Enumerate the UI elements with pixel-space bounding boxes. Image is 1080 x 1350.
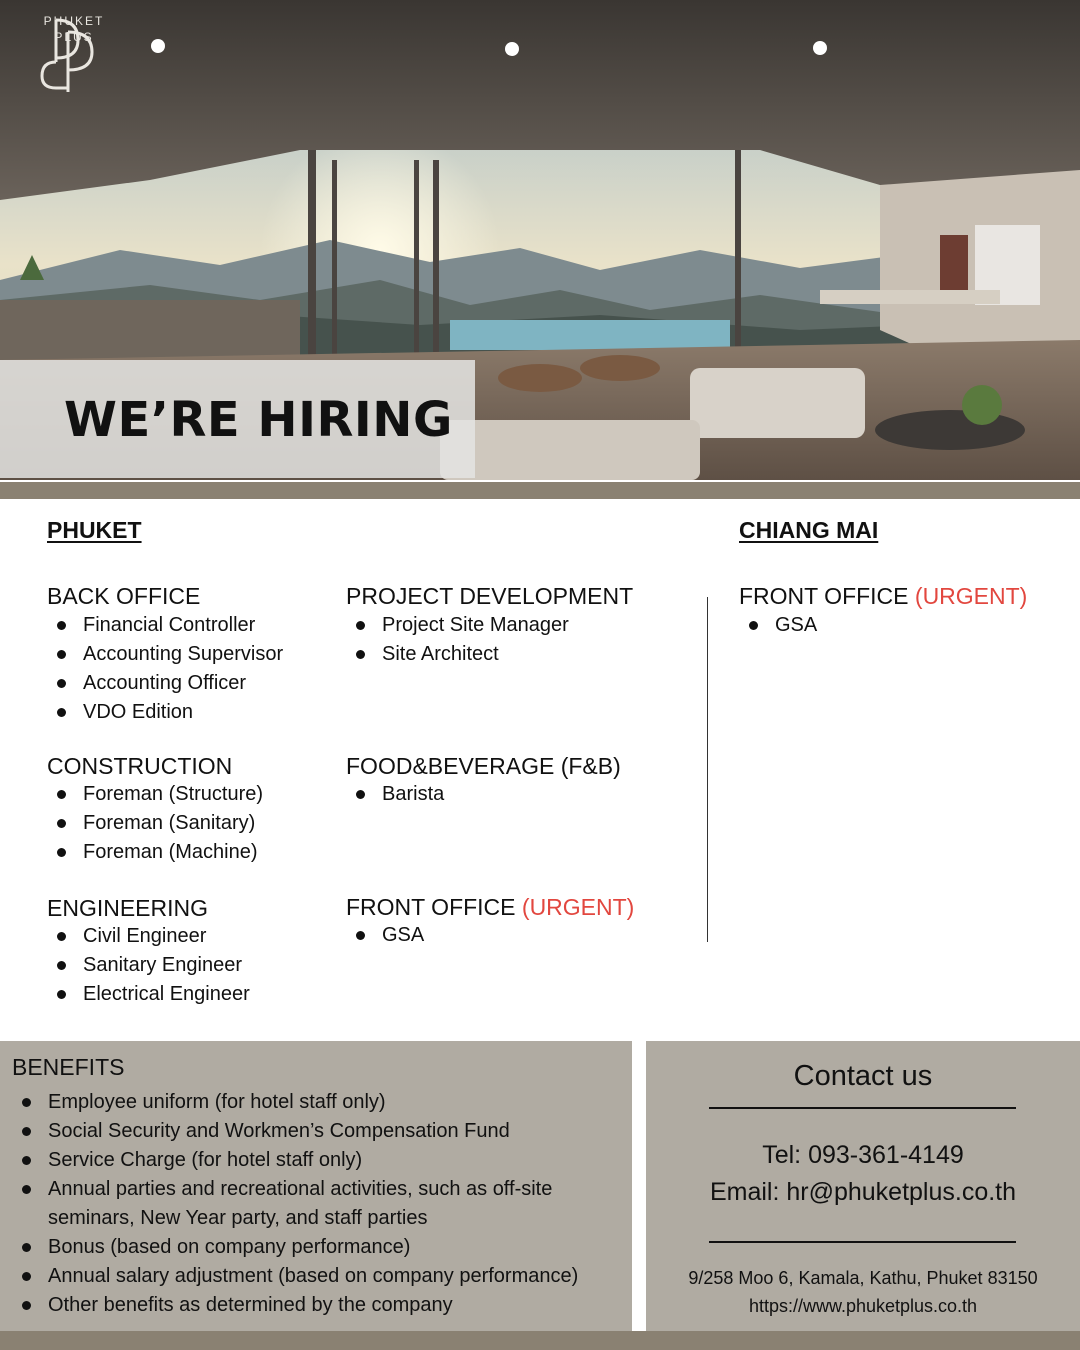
front-office-phuket-job-list: [346, 921, 424, 950]
engineering-job-list: [47, 922, 250, 1009]
dept-engineering: ENGINEERING: [47, 895, 209, 921]
bottom-divider-stripe: [0, 1331, 1080, 1350]
contact-address: 9/258 Moo 6, Kamala, Kathu, Phuket 83150: [688, 1268, 1038, 1288]
job-item: GSA: [346, 921, 424, 950]
brand-name-line1: PHUKET: [43, 14, 105, 28]
benefits-title: BENEFITS: [12, 1054, 125, 1080]
dept-construction: CONSTRUCTION: [47, 753, 233, 779]
job-item: Foreman (Structure): [47, 780, 263, 809]
dept-front-office-chiang-mai: [739, 583, 1027, 610]
dept-back-office: BACK OFFICE: [47, 583, 201, 609]
job-item: Project Site Manager: [346, 611, 569, 640]
brand-name-line2: PLUS: [54, 30, 94, 44]
contact-phone[interactable]: Tel: 093-361-4149: [762, 1141, 964, 1169]
dept-front-office-phuket: [346, 894, 634, 921]
logo-mark-icon: [34, 12, 104, 100]
contact-divider: [709, 1241, 1016, 1243]
job-item: Foreman (Sanitary): [47, 809, 263, 838]
benefits-list: [12, 1088, 627, 1320]
job-item: GSA: [739, 611, 817, 640]
hiring-title: WE’RE HIRING: [64, 392, 453, 448]
job-item: Barista: [346, 780, 444, 809]
urgent-badge: (URGENT): [521, 894, 635, 920]
back-office-job-list: [47, 611, 283, 727]
job-item: Sanitary Engineer: [47, 951, 250, 980]
job-item: Civil Engineer: [47, 922, 250, 951]
phuket-heading: PHUKET: [47, 517, 142, 543]
benefit-item: Service Charge (for hotel staff only): [12, 1146, 627, 1175]
dept-project-development: PROJECT DEVELOPMENT: [346, 583, 634, 609]
job-item: Foreman (Machine): [47, 838, 263, 867]
job-item: Accounting Officer: [47, 669, 283, 698]
benefit-item: Bonus (based on company performance): [12, 1233, 627, 1262]
job-item: Electrical Engineer: [47, 980, 250, 1009]
contact-divider: [709, 1107, 1016, 1109]
chiang-mai-heading: CHIANG MAI: [739, 517, 879, 543]
contact-email[interactable]: Email: hr@phuketplus.co.th: [709, 1178, 1017, 1206]
phuket-plus-logo: [34, 12, 114, 44]
job-item: Site Architect: [346, 640, 569, 669]
job-item: Accounting Supervisor: [47, 640, 283, 669]
dept-food-beverage: FOOD&BEVERAGE (F&B): [346, 753, 621, 779]
urgent-badge: (URGENT): [914, 583, 1028, 609]
contact-title: Contact us: [793, 1060, 933, 1092]
benefit-item: Employee uniform (for hotel staff only): [12, 1088, 627, 1117]
food-beverage-job-list: [346, 780, 444, 809]
benefit-item: Annual parties and recreational activities, such as off-site seminars, New Year party, and staff parties: [12, 1175, 627, 1233]
benefit-item: Social Security and Workmen’s Compensation Fund: [12, 1117, 627, 1146]
top-divider-stripe: [0, 482, 1080, 499]
construction-job-list: [47, 780, 263, 867]
job-item: VDO Edition: [47, 698, 283, 727]
project-development-job-list: [346, 611, 569, 669]
column-divider: [707, 597, 708, 942]
benefit-item: Other benefits as determined by the company: [12, 1291, 627, 1320]
hero-banner: [0, 0, 1080, 480]
benefit-item: Annual salary adjustment (based on company performance): [12, 1262, 627, 1291]
contact-website-link[interactable]: https://www.phuketplus.co.th: [748, 1296, 978, 1316]
dept-front-office-title: FRONT OFFICE: [739, 583, 909, 609]
dept-front-office-title: FRONT OFFICE: [346, 894, 516, 920]
job-item: Financial Controller: [47, 611, 283, 640]
front-office-chiang-mai-job-list: [739, 611, 817, 640]
